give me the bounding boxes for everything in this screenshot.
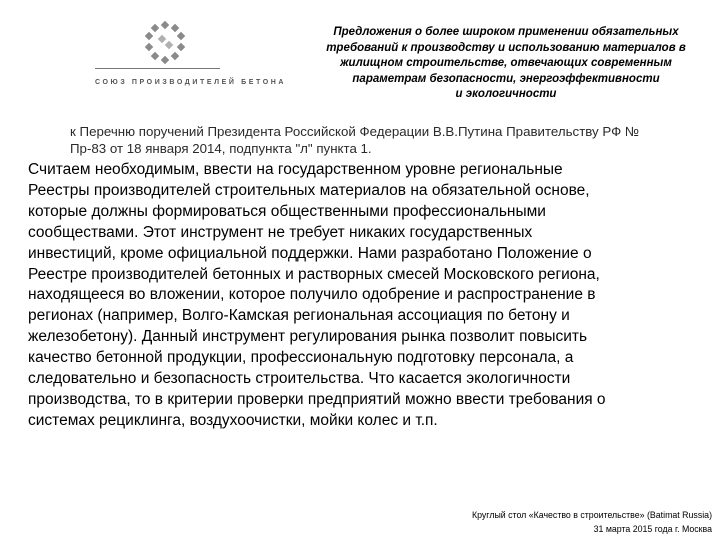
logo: [95, 22, 287, 94]
slide-title: [302, 25, 710, 103]
footer: [300, 508, 712, 536]
body-line: производства, то в критерии проверки предприятий можно ввести требования о: [28, 390, 606, 408]
logo-divider: [95, 68, 220, 69]
body-line: инвестиций, кроме официальной поддержки. Нами разработано Положение о: [28, 244, 592, 262]
body-line: регионах (например, Волго-Камская региональная ассоциация по бетону и: [28, 307, 570, 325]
title-line: жилищном строительстве, отвечающих современным: [340, 57, 672, 69]
logo-text: СОЮЗ ПРОИЗВОДИТЕЛЕЙ БЕТОНА: [95, 79, 287, 86]
title-line: требований к производству и использованию материалов в: [326, 41, 686, 54]
body-line: Реестры производителей строительных материалов на обязательной основе,: [28, 181, 590, 199]
body-line: следовательно и безопасность строительства. Что касается экологичности: [28, 370, 571, 388]
reference-note: [70, 123, 710, 157]
dotted-circle-logo-icon: [145, 22, 185, 66]
title-line: параметрам безопасности, энергоэффективности: [352, 72, 660, 85]
body-line: качество бетонной продукции, профессиональную подготовку персонала, а: [28, 349, 574, 367]
footer-date: 31 марта 2015 года г. Москва: [593, 524, 712, 534]
reference-line: Пр-83 от 18 января 2014, подпункта "л" пункта 1.: [70, 141, 372, 156]
body-line: сообществами. Этот инструмент не требует никаких государственных: [28, 223, 533, 241]
title-line: Предложения о более широком применении обязательных: [333, 26, 679, 38]
body-line: которые должны формироваться общественными профессиональными: [28, 202, 546, 220]
reference-line: к Перечню поручений Президента Российской Федерации В.В.Путина Правительству РФ №: [70, 124, 640, 139]
body-line: Считаем необходимым, ввести на государственном уровне региональные: [28, 161, 563, 178]
body-line: находящееся во вложении, которое получило одобрение и распространение в: [28, 286, 596, 304]
footer-event: Круглый стол «Качество в строительстве» (Batimat Russia): [471, 510, 712, 520]
body-line: Реестре производителей бетонных и растворных смесей Московского региона,: [28, 265, 600, 283]
body-paragraph: [28, 160, 713, 432]
body-line: системах рециклинга, воздухоочистки, мойки колес и т.п.: [28, 411, 438, 429]
title-line: и экологичности: [455, 88, 557, 100]
body-line: железобетону). Данный инструмент регулирования рынка позволит повысить: [28, 328, 588, 346]
